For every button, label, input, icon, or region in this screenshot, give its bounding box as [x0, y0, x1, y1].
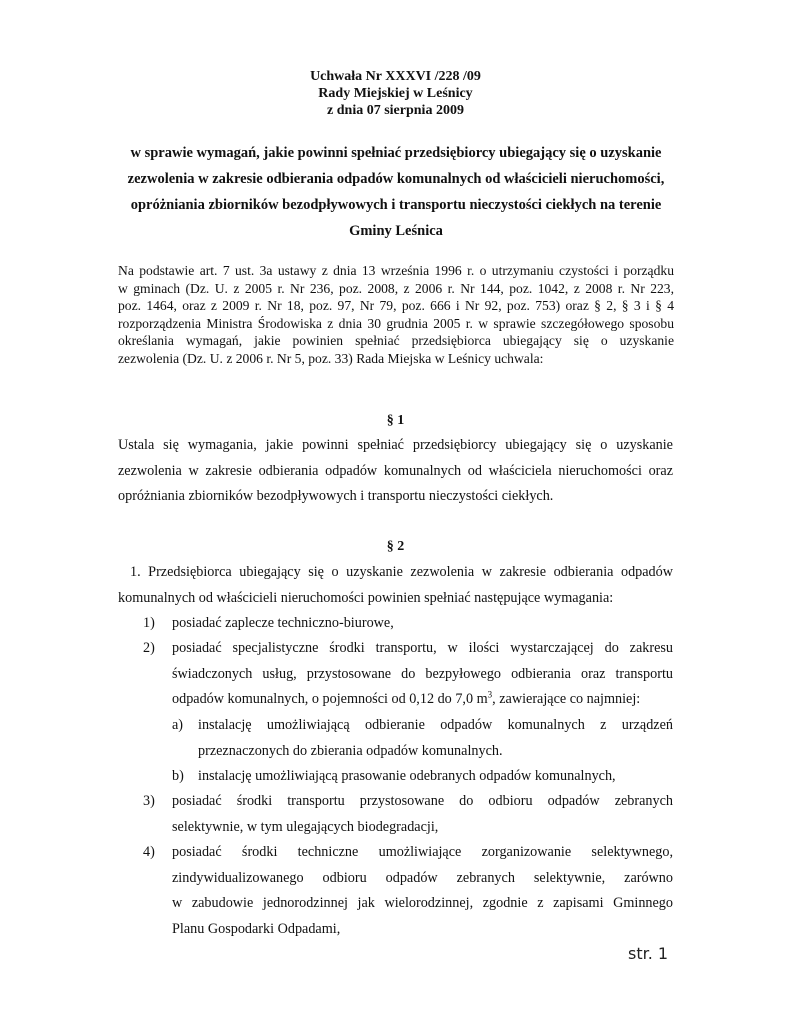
volume-text: odpadów komunalnych, o pojemności od 0,12 do 7,0 m [172, 691, 488, 707]
sublist-item-line: instalację umożliwiającą odbieranie odpadów komunalnych z urządzeń [198, 717, 673, 733]
list-item-label: 3) [143, 793, 155, 809]
volume-text-end: , zawierające co najmniej: [492, 691, 641, 707]
list-item-line: Planu Gospodarki Odpadami, [172, 920, 341, 937]
council-name: Rady Miejskiej w Leśnicy [318, 86, 473, 101]
list-item-line: posiadać specjalistyczne środki transportu, w ilości wystarczającej do zakresu [172, 640, 673, 656]
legal-basis-line: zezwolenia (Dz. U. z 2006 r. Nr 5, poz. 33) Rada Miejska w Leśnicy uchwala: [118, 350, 544, 366]
section-1-text [118, 433, 673, 510]
list-item [172, 636, 673, 713]
list-item-line: posiadać środki transportu przystosowane do odbioru odpadów zebranych [172, 793, 673, 809]
list-item-label: 4) [143, 844, 155, 860]
section-2-title: § 2 [386, 539, 405, 554]
section-1-line: Ustala się wymagania, jakie powinni spełniać przedsiębiorcy ubiegający się o uzyskanie [118, 437, 673, 453]
legal-basis-line: w gminach (Dz. U. z 2005 r. Nr 236, poz. 2008, z 2006 r. Nr 144, poz. 1042, z 2008 r. Nr 223, [118, 280, 674, 296]
section-1-line: opróżniania zbiorników bezodpływowych i transportu nieczystości ciekłych. [118, 488, 554, 504]
list-item-line: w zabudowie jednorodzinnej jak wielorodzinnej, zgodnie z zapisami Gminnego [172, 895, 673, 911]
list-item-line: posiadać zaplecze techniczno-biurowe, [172, 615, 394, 631]
list-item-line: selektywnie, w tym ulegających biodegradacji, [172, 818, 439, 835]
list-item-line: posiadać środki techniczne umożliwiające zorganizowanie selektywnego, [172, 844, 673, 860]
legal-basis-line: poz. 1464, oraz z 2009 r. Nr 18, poz. 97, Nr 79, poz. 666 i Nr 92, poz. 753) oraz § 2, § 3 i § 4 [118, 298, 674, 314]
list-item [172, 611, 673, 637]
legal-basis-line: Na podstawie art. 7 ust. 3a ustawy z dnia 13 września 1996 r. o utrzymaniu czystości i porządku [118, 263, 674, 278]
section-2-intro-line: komunalnych od właścicieli nieruchomości powinien spełniać następujące wymagania: [118, 589, 614, 606]
list-item [172, 789, 673, 840]
subject-line: zezwolenia w zakresie odbierania odpadów komunalnych od właścicieli nieruchomości, [127, 171, 665, 187]
subject-line: opróżniania zbiorników bezodpływowych i transportu nieczystości ciekłych na terenie [130, 197, 662, 213]
section-2-intro-line: 1. Przedsiębiorca ubiegający się o uzyskanie zezwolenia w zakresie odbierania odpadów [130, 564, 673, 580]
legal-basis-line: określania wymagań, jakie powinien spełniać przedsiębiorca ubiegający się o uzyskanie [118, 333, 674, 349]
list-item-line: świadczonych usług, przystosowane do bezpyłowego odbierania oraz transportu [172, 665, 673, 682]
resolution-subject [116, 140, 676, 244]
sublist-item [198, 713, 673, 764]
sublist-item [198, 764, 673, 790]
list-item [172, 840, 673, 942]
page-number: str. 1 [628, 944, 669, 963]
resolution-number: Uchwała Nr XXXVI /228 /09 [310, 69, 481, 84]
sublist-item-line: instalację umożliwiającą prasowanie odebranych odpadów komunalnych, [198, 768, 616, 784]
list-item-line [172, 687, 673, 713]
subject-line: w sprawie wymagań, jakie powinni spełniać przedsiębiorcy ubiegający się o uzyskanie [130, 145, 662, 161]
section-1-line: zezwolenia w zakresie odbierania odpadów komunalnych od właściciela nieruchomości oraz [118, 462, 673, 479]
sublist-item-label: a) [172, 717, 184, 733]
sublist-item-line: przeznaczonych do zbierania odpadów komunalnych. [198, 742, 503, 759]
subject-line: Gminy Leśnica [349, 223, 443, 239]
list-item-label: 1) [143, 615, 155, 631]
section-1-title: § 1 [386, 413, 405, 428]
resolution-date: z dnia 07 sierpnia 2009 [327, 103, 464, 118]
list-item-label: 2) [143, 640, 155, 656]
list-item-line: zindywidualizowanego odbioru odpadów zebranych selektywnie, zarówno [172, 869, 673, 886]
legal-basis [118, 262, 674, 368]
legal-basis-line: rozporządzenia Ministra Środowiska z dnia 30 grudnia 2005 r. w sprawie szczegółowego sposobu [118, 315, 674, 331]
cubic-superscript: 3 [487, 689, 493, 700]
section-2-intro [118, 560, 673, 611]
sublist-item-label: b) [172, 768, 184, 784]
